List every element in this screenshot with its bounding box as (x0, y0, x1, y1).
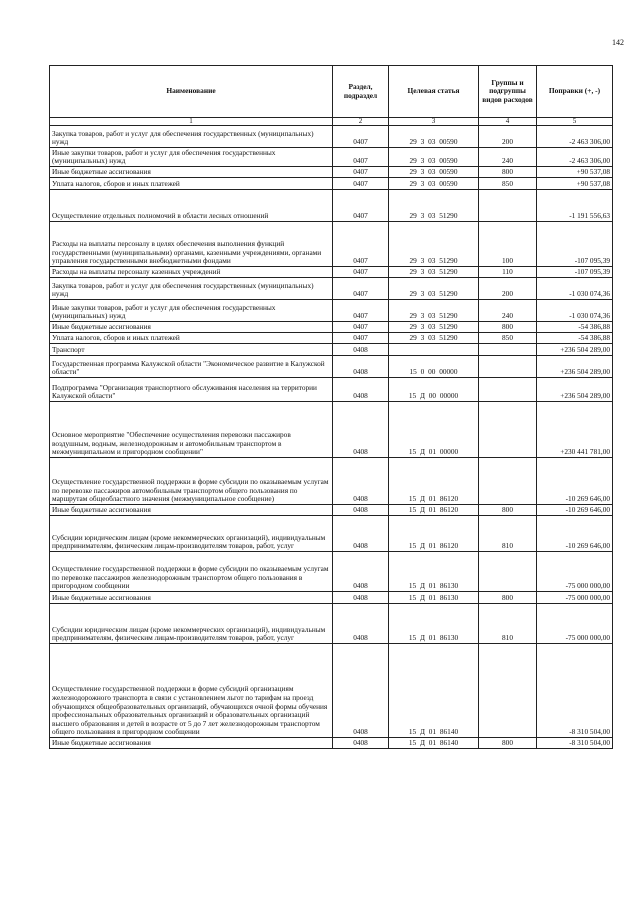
row-group-cell: 810 (479, 516, 537, 552)
row-target-cell: 15 Д 01 86140 (389, 738, 479, 749)
row-amount-cell: -10 269 646,00 (537, 516, 613, 552)
row-target-cell: 29 3 03 51290 (389, 222, 479, 267)
row-section-cell: 0407 (333, 300, 389, 322)
row-amount-cell: -75 000 000,00 (537, 592, 613, 604)
row-amount-cell: -10 269 646,00 (537, 505, 613, 516)
row-target-cell: 15 Д 01 86140 (389, 644, 479, 738)
row-section-cell: 0407 (333, 222, 389, 267)
row-amount-cell: +236 504 289,00 (537, 356, 613, 378)
table-row (50, 322, 613, 333)
row-section-cell: 0408 (333, 458, 389, 505)
row-section-cell: 0407 (333, 148, 389, 167)
row-target-cell: 15 Д 01 86130 (389, 604, 479, 644)
table-row (50, 222, 613, 267)
row-name-cell: Осуществление государственной поддержки в форме субсидии по оказываемым услугам по перевозке пассажиров железнодорожным транспортом общего пользования в пригородном сообщении (50, 552, 333, 592)
table-row (50, 552, 613, 592)
row-section-cell: 0408 (333, 356, 389, 378)
row-section-cell: 0408 (333, 378, 389, 402)
row-amount-cell: -2 463 306,00 (537, 148, 613, 167)
row-name-cell: Иные бюджетные ассигнования (50, 167, 333, 178)
table-row (50, 644, 613, 738)
row-section-cell: 0407 (333, 167, 389, 178)
column-number-row (50, 118, 613, 126)
row-group-cell: 800 (479, 167, 537, 178)
row-group-cell (479, 344, 537, 356)
row-name-cell: Расходы на выплаты персоналу в целях обеспечения выполнения функций государственными (муниципальными) органами, казенными учреждениями, органами управления государственными внебюджетными фондами (50, 222, 333, 267)
row-amount-cell: -1 030 074,36 (537, 278, 613, 300)
row-name-cell: Иные закупки товаров, работ и услуг для обеспечения государственных (муниципальных) нужд (50, 148, 333, 167)
row-target-cell: 29 3 03 51290 (389, 300, 479, 322)
table-row (50, 604, 613, 644)
column-number: 5 (537, 118, 613, 126)
table-row (50, 278, 613, 300)
row-name-cell: Расходы на выплаты персоналу казенных учреждений (50, 267, 333, 278)
column-number: 3 (389, 118, 479, 126)
row-name-cell: Уплата налогов, сборов и иных платежей (50, 178, 333, 190)
row-group-cell: 200 (479, 278, 537, 300)
row-name-cell: Иные бюджетные ассигнования (50, 738, 333, 749)
row-section-cell: 0408 (333, 505, 389, 516)
row-name-cell: Транспорт (50, 344, 333, 356)
row-name-cell: Субсидии юридическим лицам (кроме некоммерческих организаций), индивидуальным предпринимателям, физическим лицам-производителям товаров, работ, услуг (50, 516, 333, 552)
row-group-cell: 850 (479, 333, 537, 344)
row-target-cell: 29 3 03 51290 (389, 333, 479, 344)
row-target-cell: 29 3 03 51290 (389, 322, 479, 333)
row-name-cell: Осуществление государственной поддержки в форме субсидий организациям железнодорожного транспорта в связи с установлением льгот по тарифам на проезд обучающихся общеобразовательных организаций, обучающихся очной формы обучения профессиональных образовательных организаций и образовательных организаций высшего образования и детей в возрасте от 5 до 7 лет железнодорожным транспортом общего пользования в пригородном сообщении (50, 644, 333, 738)
column-header-group: Группы и подгруппы видов расходов (479, 66, 537, 118)
row-section-cell: 0408 (333, 516, 389, 552)
row-amount-cell: -107 095,39 (537, 222, 613, 267)
row-section-cell: 0407 (333, 333, 389, 344)
row-group-cell (479, 458, 537, 505)
row-section-cell: 0407 (333, 278, 389, 300)
row-section-cell: 0408 (333, 604, 389, 644)
row-group-cell: 100 (479, 222, 537, 267)
table-header-row (50, 66, 613, 118)
row-group-cell: 800 (479, 592, 537, 604)
row-amount-cell: +90 537,08 (537, 167, 613, 178)
row-amount-cell: -8 310 504,00 (537, 644, 613, 738)
row-group-cell: 110 (479, 267, 537, 278)
table-row (50, 505, 613, 516)
row-amount-cell: -1 030 074,36 (537, 300, 613, 322)
row-group-cell: 240 (479, 300, 537, 322)
table-row (50, 356, 613, 378)
row-name-cell: Осуществление государственной поддержки в форме субсидии по оказываемым услугам по перевозке пассажиров автомобильным транспортом общего пользования по маршрутам общеобластного значения (межмуниципальное сообщение) (50, 458, 333, 505)
table-row (50, 300, 613, 322)
row-target-cell: 29 3 03 00590 (389, 148, 479, 167)
row-target-cell: 15 Д 01 86120 (389, 458, 479, 505)
row-target-cell: 15 Д 01 86120 (389, 505, 479, 516)
row-amount-cell: -75 000 000,00 (537, 552, 613, 592)
row-group-cell: 800 (479, 738, 537, 749)
row-name-cell: Государственная программа Калужской области "Экономическое развитие в Калужской области" (50, 356, 333, 378)
budget-amendments-table (49, 65, 613, 749)
table-row (50, 738, 613, 749)
table-row (50, 592, 613, 604)
row-target-cell: 15 Д 00 00000 (389, 378, 479, 402)
table-row (50, 178, 613, 190)
row-target-cell: 15 0 00 00000 (389, 356, 479, 378)
table-row (50, 458, 613, 505)
row-amount-cell: -2 463 306,00 (537, 126, 613, 148)
row-name-cell: Иные закупки товаров, работ и услуг для обеспечения государственных (муниципальных) нужд (50, 300, 333, 322)
row-target-cell: 29 3 03 51290 (389, 278, 479, 300)
row-target-cell: 29 3 03 00590 (389, 167, 479, 178)
row-group-cell: 810 (479, 604, 537, 644)
row-name-cell: Субсидии юридическим лицам (кроме некоммерческих организаций), индивидуальным предпринимателям, физическим лицам-производителям товаров, работ, услуг (50, 604, 333, 644)
column-header-amendments: Поправки (+, -) (537, 66, 613, 118)
row-amount-cell: +236 504 289,00 (537, 344, 613, 356)
table-row (50, 378, 613, 402)
table-row (50, 190, 613, 222)
column-number: 4 (479, 118, 537, 126)
row-group-cell (479, 552, 537, 592)
row-group-cell (479, 356, 537, 378)
row-section-cell: 0408 (333, 552, 389, 592)
row-name-cell: Закупка товаров, работ и услуг для обеспечения государственных (муниципальных) нужд (50, 278, 333, 300)
table-row (50, 267, 613, 278)
row-name-cell: Уплата налогов, сборов и иных платежей (50, 333, 333, 344)
row-group-cell: 850 (479, 178, 537, 190)
row-amount-cell: -75 000 000,00 (537, 604, 613, 644)
table-row (50, 333, 613, 344)
row-amount-cell: -54 386,88 (537, 333, 613, 344)
row-group-cell (479, 644, 537, 738)
row-amount-cell: -1 191 556,63 (537, 190, 613, 222)
row-section-cell: 0408 (333, 738, 389, 749)
table-row (50, 167, 613, 178)
column-header-section: Раздел, подраздел (333, 66, 389, 118)
row-section-cell: 0407 (333, 322, 389, 333)
row-group-cell (479, 378, 537, 402)
page-number: 142 (612, 38, 624, 47)
row-amount-cell: +230 441 781,00 (537, 402, 613, 458)
column-number: 1 (50, 118, 333, 126)
column-header-name: Наименование (50, 66, 333, 118)
row-section-cell: 0407 (333, 178, 389, 190)
row-amount-cell: -107 095,39 (537, 267, 613, 278)
row-amount-cell: +90 537,08 (537, 178, 613, 190)
row-target-cell (389, 344, 479, 356)
row-group-cell (479, 190, 537, 222)
table-row (50, 148, 613, 167)
row-group-cell: 800 (479, 505, 537, 516)
row-name-cell: Иные бюджетные ассигнования (50, 592, 333, 604)
row-section-cell: 0407 (333, 267, 389, 278)
row-section-cell: 0408 (333, 402, 389, 458)
row-section-cell: 0407 (333, 190, 389, 222)
row-name-cell: Осуществление отдельных полномочий в области лесных отношений (50, 190, 333, 222)
row-target-cell: 15 Д 01 86130 (389, 552, 479, 592)
table-body (50, 126, 613, 749)
row-group-cell: 240 (479, 148, 537, 167)
row-name-cell: Иные бюджетные ассигнования (50, 505, 333, 516)
row-amount-cell: -54 386,88 (537, 322, 613, 333)
row-section-cell: 0407 (333, 126, 389, 148)
row-name-cell: Основное мероприятие "Обеспечение осуществления перевозки пассажиров воздушным, водным, железнодорожным и автомобильным транспортом в межмуниципальном и пригородном сообщении" (50, 402, 333, 458)
row-group-cell: 800 (479, 322, 537, 333)
row-target-cell: 29 3 03 51290 (389, 190, 479, 222)
row-target-cell: 29 3 03 00590 (389, 178, 479, 190)
row-group-cell: 200 (479, 126, 537, 148)
row-amount-cell: -8 310 504,00 (537, 738, 613, 749)
row-target-cell: 15 Д 01 86120 (389, 516, 479, 552)
table-row (50, 344, 613, 356)
row-section-cell: 0408 (333, 644, 389, 738)
row-target-cell: 29 3 03 00590 (389, 126, 479, 148)
column-number: 2 (333, 118, 389, 126)
row-group-cell (479, 402, 537, 458)
row-target-cell: 29 3 03 51290 (389, 267, 479, 278)
row-name-cell: Иные бюджетные ассигнования (50, 322, 333, 333)
row-target-cell: 15 Д 01 86130 (389, 592, 479, 604)
row-amount-cell: -10 269 646,00 (537, 458, 613, 505)
column-header-target: Целевая статья (389, 66, 479, 118)
row-section-cell: 0408 (333, 344, 389, 356)
row-name-cell: Закупка товаров, работ и услуг для обеспечения государственных (муниципальных) нужд (50, 126, 333, 148)
table-row (50, 516, 613, 552)
row-target-cell: 15 Д 01 00000 (389, 402, 479, 458)
row-section-cell: 0408 (333, 592, 389, 604)
row-name-cell: Подпрограмма "Организация транспортного обслуживания населения на территории Калужской области" (50, 378, 333, 402)
table-row (50, 126, 613, 148)
table-row (50, 402, 613, 458)
row-amount-cell: +236 504 289,00 (537, 378, 613, 402)
